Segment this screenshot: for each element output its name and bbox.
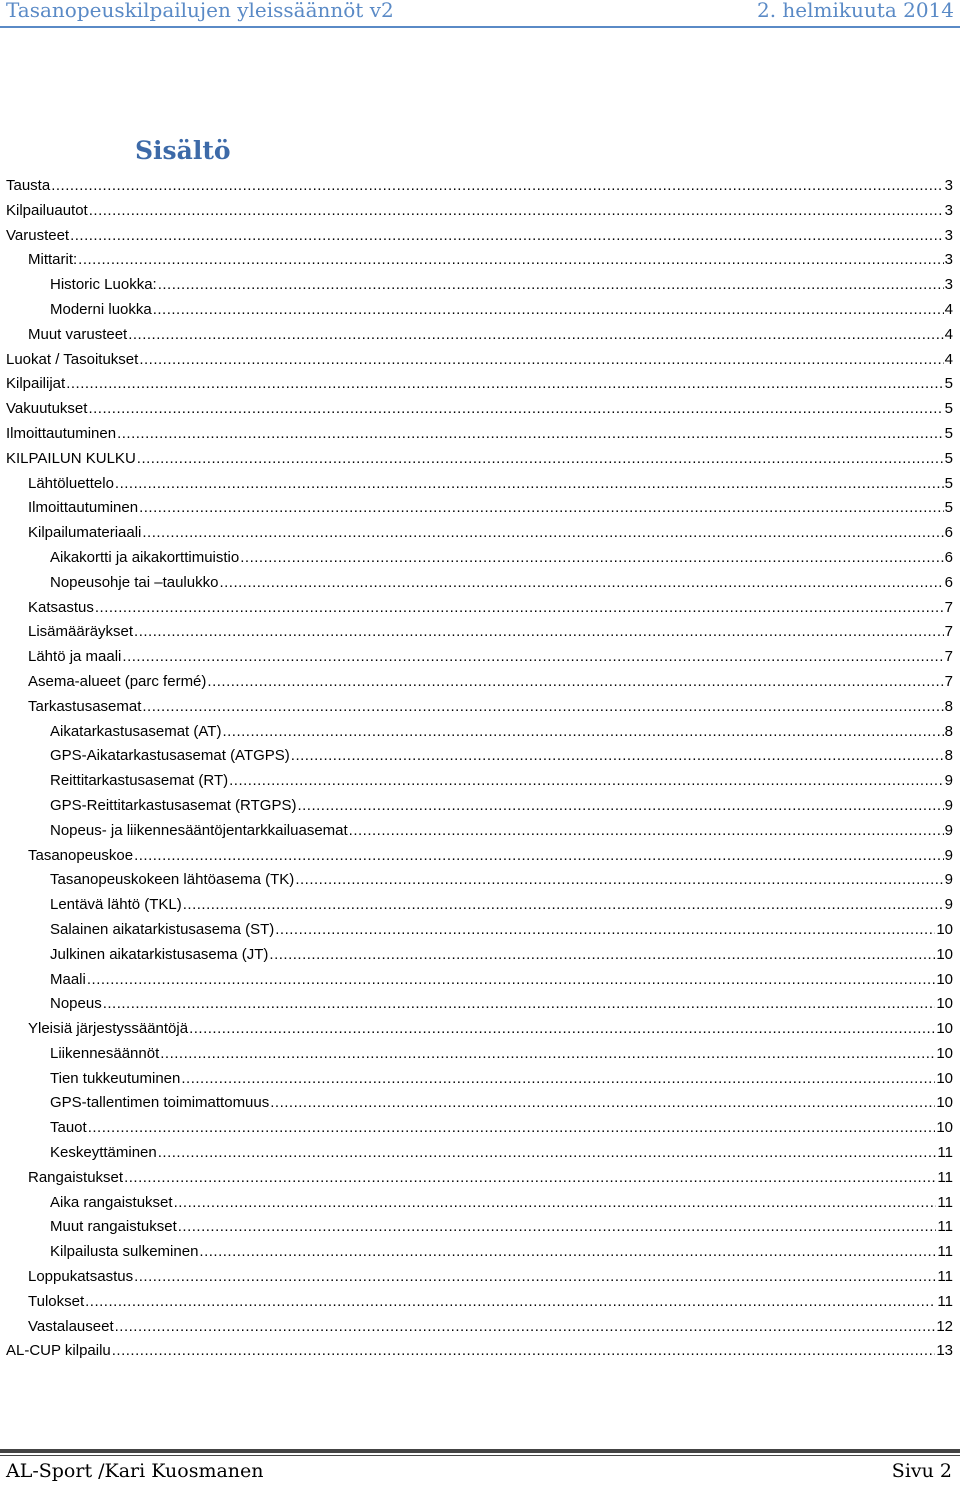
toc-entry[interactable] (0, 298, 960, 323)
toc-dot-leader (88, 397, 943, 422)
toc-entry-page: 6 (944, 524, 953, 542)
toc-entry-page: 11 (937, 1292, 953, 1310)
toc-entry-label: Ilmoittautuminen (6, 424, 117, 442)
toc-dot-leader (89, 199, 944, 224)
toc-dot-leader (139, 348, 943, 373)
toc-dot-leader (115, 1315, 936, 1340)
toc-entry-label: Lisämääräykset (28, 623, 134, 641)
toc-entry-page: 3 (944, 177, 953, 194)
toc-entry-page: 3 (944, 201, 953, 219)
toc-dot-leader (139, 496, 944, 521)
toc-entry[interactable] (0, 819, 960, 844)
page-header (0, 0, 960, 28)
toc-dot-leader (153, 298, 944, 323)
toc-entry[interactable] (0, 1240, 960, 1265)
toc-dot-leader (189, 1017, 935, 1042)
toc-entry-label: Tien tukkeutuminen (50, 1069, 181, 1087)
toc-entry[interactable] (0, 224, 960, 249)
toc-entry-page: 10 (936, 1020, 953, 1038)
toc-entry-page: 6 (944, 573, 953, 591)
toc-entry-page: 5 (944, 375, 953, 393)
toc-entry[interactable] (0, 744, 960, 769)
toc-entry[interactable] (0, 992, 960, 1017)
toc-entry-label: Salainen aikatarkistusasema (ST) (50, 920, 275, 938)
toc-dot-leader (207, 670, 943, 695)
toc-entry-page: 11 (937, 1193, 953, 1211)
toc-dot-leader (70, 224, 944, 249)
toc-entry-label: Lähtö ja maali (28, 648, 122, 666)
toc-dot-leader (134, 844, 944, 869)
toc-entry[interactable] (0, 348, 960, 373)
toc-entry-label: Kilpailusta sulkeminen (50, 1243, 199, 1261)
toc-entry-page: 3 (944, 226, 953, 244)
toc-entry-label: Vakuutukset (6, 400, 88, 418)
toc-entry-label: Nopeusohje tai –taulukko (50, 573, 219, 591)
toc-entry-page: 7 (944, 648, 953, 666)
toc-dot-leader (122, 645, 943, 670)
toc-entry[interactable] (0, 372, 960, 397)
toc-entry[interactable] (0, 1017, 960, 1042)
toc-dot-leader (124, 1166, 936, 1191)
toc-entry-label: Nopeus- ja liikennesääntöjentarkkailuasemat (50, 821, 348, 839)
toc-entry-page: 10 (936, 970, 953, 988)
toc-entry-page: 10 (936, 945, 953, 963)
toc-entry-page: 6 (944, 548, 953, 566)
toc-dot-leader (158, 1141, 937, 1166)
toc-dot-leader (112, 1339, 936, 1364)
toc-entry-page: 10 (936, 1094, 953, 1112)
toc-entry-label: GPS-Reittitarkastusasemat (RTGPS) (50, 796, 297, 814)
toc-entry[interactable] (0, 670, 960, 695)
toc-entry[interactable] (0, 596, 960, 621)
toc-entry-page: 12 (936, 1317, 953, 1335)
toc-entry-page: 3 (944, 276, 953, 294)
toc-entry-label: Muut varusteet (28, 325, 128, 343)
toc-entry-page: 7 (944, 598, 953, 616)
toc-entry-page: 10 (936, 1119, 953, 1137)
toc-entry-page: 9 (944, 772, 953, 790)
toc-entry[interactable] (0, 546, 960, 571)
toc-entry-label: Muut rangaistukset (50, 1218, 177, 1236)
toc-entry[interactable] (0, 1265, 960, 1290)
toc-entry-page: 11 (937, 1218, 953, 1236)
toc-entry[interactable] (0, 1116, 960, 1141)
toc-entry-page: 9 (944, 846, 953, 864)
toc-dot-leader (95, 596, 944, 621)
toc-entry[interactable] (0, 893, 960, 918)
toc-dot-leader (85, 1290, 936, 1315)
toc-entry-page: 3 (944, 251, 953, 269)
toc-entry-page: 9 (944, 821, 953, 839)
toc-dot-leader (134, 620, 944, 645)
toc-heading: Sisältö (135, 136, 231, 165)
toc-dot-leader (181, 1067, 935, 1092)
toc-entry-page: 10 (936, 995, 953, 1013)
header-rule (0, 26, 960, 28)
footer-author: AL-Sport /Kari Kuosmanen (6, 1460, 264, 1482)
toc-entry-page: 8 (944, 697, 953, 715)
toc-entry-page: 9 (944, 796, 953, 814)
toc-entry-page: 5 (944, 499, 953, 517)
toc-dot-leader (229, 769, 944, 794)
toc-entry[interactable] (0, 1141, 960, 1166)
toc-entry-page: 9 (944, 871, 953, 889)
toc-entry-label: Ilmoittautuminen (28, 499, 139, 517)
toc-entry[interactable] (0, 1315, 960, 1340)
toc-entry-page: 5 (944, 449, 953, 467)
toc-entry-label: GPS-Aikatarkastusasemat (ATGPS) (50, 747, 290, 765)
toc-dot-leader (199, 1240, 936, 1265)
toc-entry-label: Luokat / Tasoitukset (6, 350, 139, 368)
toc-entry-label: Loppukatsastus (28, 1268, 134, 1286)
toc-dot-leader (183, 893, 944, 918)
toc-entry-label: Julkinen aikatarkistusasema (JT) (50, 945, 269, 963)
toc-entry[interactable] (0, 1215, 960, 1240)
document-date: 2. helmikuuta 2014 (756, 0, 954, 22)
toc-dot-leader (103, 992, 936, 1017)
toc-entry[interactable] (0, 422, 960, 447)
toc-entry-label: Yleisiä järjestyssääntöjä (28, 1020, 189, 1038)
toc-entry-label: Moderni luokka (50, 300, 152, 318)
toc-entry-page: 10 (936, 1069, 953, 1087)
toc-entry[interactable] (0, 521, 960, 546)
toc-dot-leader (178, 1215, 937, 1240)
toc-entry-page: 5 (944, 474, 953, 492)
toc-dot-leader (142, 695, 943, 720)
toc-entry[interactable] (0, 1042, 960, 1067)
toc-entry-label: Kilpailuautot (6, 201, 88, 219)
toc-entry[interactable] (0, 1067, 960, 1092)
toc-entry-page: 10 (936, 1044, 953, 1062)
toc-dot-leader (269, 943, 935, 968)
toc-entry[interactable] (0, 620, 960, 645)
toc-entry-label: KILPAILUN KULKU (6, 449, 136, 467)
toc-entry-page: 8 (944, 722, 953, 740)
toc-entry-label: Keskeyttäminen (50, 1144, 157, 1162)
toc-dot-leader (349, 819, 944, 844)
page-number: Sivu 2 (891, 1460, 952, 1482)
toc-entry-page: 7 (944, 623, 953, 641)
toc-entry-page: 8 (944, 747, 953, 765)
toc-entry-label: Kilpailumateriaali (28, 524, 142, 542)
toc-entry[interactable] (0, 1191, 960, 1216)
toc-entry-page: 13 (936, 1342, 953, 1360)
toc-entry-page: 11 (937, 1168, 953, 1186)
toc-entry-page: 5 (944, 400, 953, 418)
toc-dot-leader (117, 422, 944, 447)
toc-entry[interactable] (0, 1166, 960, 1191)
toc-entry[interactable] (0, 844, 960, 869)
toc-entry-page: 5 (944, 424, 953, 442)
toc-entry[interactable] (0, 174, 960, 199)
toc-entry-label: Lähtöluettelo (28, 474, 114, 492)
toc-dot-leader (142, 521, 943, 546)
toc-dot-leader (134, 1265, 936, 1290)
toc-dot-leader (87, 968, 935, 993)
toc-dot-leader (160, 1042, 935, 1067)
document-title: Tasanopeuskilpailujen yleissäännöt v2 (6, 0, 394, 22)
toc-entry[interactable] (0, 323, 960, 348)
toc-entry-page: 4 (944, 325, 953, 343)
toc-entry[interactable] (0, 248, 960, 273)
toc-entry-label: Varusteet (6, 226, 70, 244)
toc-entry-label: Historic Luokka: (50, 276, 157, 294)
toc-entry-label: Kilpailijat (6, 375, 66, 393)
toc-entry[interactable] (0, 273, 960, 298)
toc-entry-page: 4 (944, 350, 953, 368)
toc-entry[interactable] (0, 868, 960, 893)
footer-rule (0, 1449, 960, 1453)
toc-entry-label: Lentävä lähtö (TKL) (50, 896, 182, 914)
toc-dot-leader (174, 1191, 937, 1216)
toc-entry-label: Asema-alueet (parc fermé) (28, 672, 207, 690)
toc-entry-label: Tarkastusasemat (28, 697, 142, 715)
toc-entry-label: Tauot (50, 1119, 87, 1137)
toc-dot-leader (78, 248, 943, 273)
toc-entry-page: 11 (937, 1144, 953, 1162)
toc-entry[interactable] (0, 943, 960, 968)
toc-entry-page: 4 (944, 300, 953, 318)
toc-entry[interactable] (0, 720, 960, 745)
toc-entry[interactable] (0, 199, 960, 224)
toc-entry[interactable] (0, 1339, 960, 1364)
toc-entry-label: Liikennesäännöt (50, 1044, 160, 1062)
toc-entry[interactable] (0, 769, 960, 794)
toc-entry-label: Katsastus (28, 598, 94, 616)
toc-dot-leader (270, 1091, 935, 1116)
footer-rule-thin (0, 1455, 960, 1456)
toc-entry-label: AL-CUP kilpailu (6, 1342, 111, 1360)
toc-entry[interactable] (0, 695, 960, 720)
toc-entry-label: Aikatarkastusasemat (AT) (50, 722, 222, 740)
toc-dot-leader (219, 571, 943, 596)
toc-entry-label: Tausta (6, 177, 51, 194)
toc-dot-leader (88, 1116, 936, 1141)
toc-dot-leader (297, 794, 943, 819)
toc-entry[interactable] (0, 1091, 960, 1116)
toc-entry-label: Reittitarkastusasemat (RT) (50, 772, 229, 790)
toc-entry-label: Maali (50, 970, 86, 988)
toc-entry-label: Aika rangaistukset (50, 1193, 173, 1211)
toc-entry-page: 9 (944, 896, 953, 914)
toc-entry-label: Aikakortti ja aikakorttimuistio (50, 548, 240, 566)
toc-entry-label: Tasanopeuskoe (28, 846, 134, 864)
table-of-contents (0, 174, 960, 1364)
toc-entry-label: GPS-tallentimen toimimattomuus (50, 1094, 270, 1112)
toc-entry[interactable] (0, 794, 960, 819)
toc-entry-label: Tasanopeuskokeen lähtöasema (TK) (50, 871, 295, 889)
toc-dot-leader (51, 174, 943, 199)
toc-entry[interactable] (0, 496, 960, 521)
toc-entry-page: 11 (937, 1268, 953, 1286)
toc-entry-page: 10 (936, 920, 953, 938)
toc-entry-label: Nopeus (50, 995, 102, 1013)
toc-entry[interactable] (0, 1290, 960, 1315)
toc-dot-leader (275, 918, 935, 943)
toc-dot-leader (240, 546, 943, 571)
toc-entry-label: Mittarit: (28, 251, 78, 269)
toc-entry[interactable] (0, 968, 960, 993)
toc-entry-label: Vastalauseet (28, 1317, 114, 1335)
toc-dot-leader (137, 447, 944, 472)
toc-dot-leader (115, 472, 944, 497)
toc-entry-page: 11 (937, 1243, 953, 1261)
page-footer (0, 1460, 960, 1486)
toc-entry-label: Tulokset (28, 1292, 85, 1310)
toc-entry[interactable] (0, 571, 960, 596)
toc-entry[interactable] (0, 918, 960, 943)
toc-entry[interactable] (0, 447, 960, 472)
toc-dot-leader (128, 323, 943, 348)
toc-dot-leader (158, 273, 944, 298)
toc-dot-leader (291, 744, 944, 769)
toc-dot-leader (295, 868, 943, 893)
toc-entry[interactable] (0, 472, 960, 497)
toc-entry-label: Rangaistukset (28, 1168, 124, 1186)
toc-dot-leader (222, 720, 943, 745)
toc-entry-page: 7 (944, 672, 953, 690)
toc-entry[interactable] (0, 397, 960, 422)
toc-dot-leader (66, 372, 943, 397)
toc-entry[interactable] (0, 645, 960, 670)
